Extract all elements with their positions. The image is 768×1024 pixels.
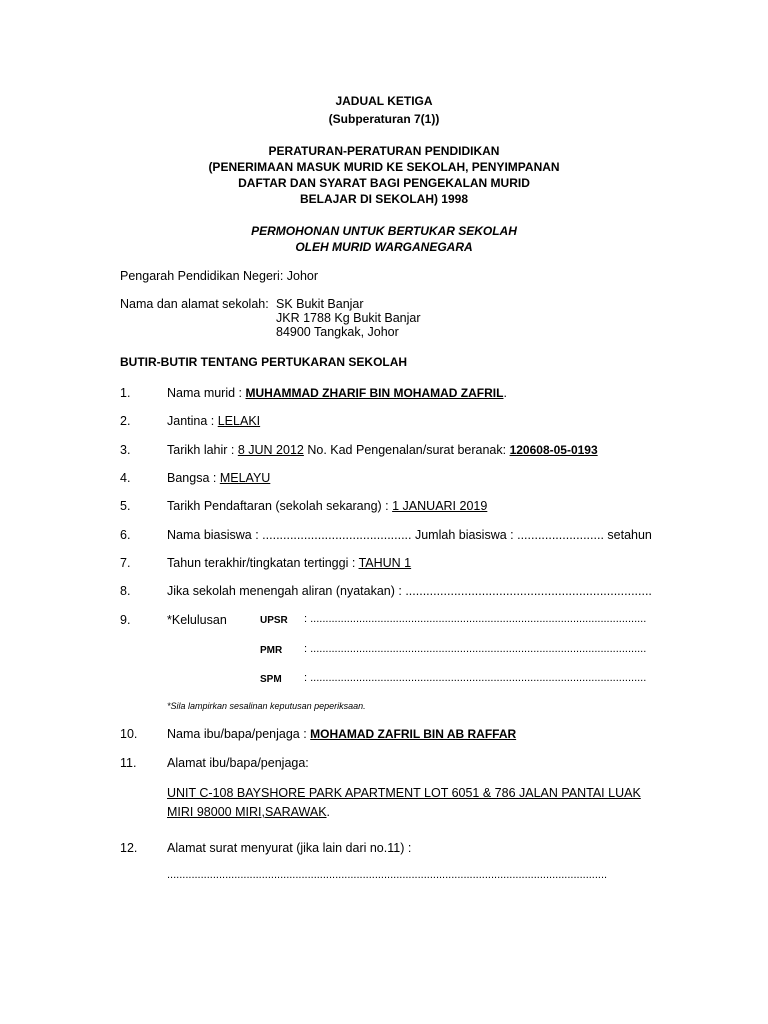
- item-number: 7.: [120, 556, 131, 570]
- field-label: Tarikh Pendaftaran (sekolah sekarang) :: [167, 499, 393, 513]
- regulation-title-line4: BELAJAR DI SEKOLAH) 1998: [299, 192, 469, 206]
- school-name: SK Bukit Banjar: [276, 297, 364, 311]
- mailing-address-label: Alamat surat menyurat (jika lain dari no.11) :: [167, 841, 412, 855]
- birth-date-value: 8 JUN 2012: [237, 443, 304, 457]
- item-scholarship: Nama biasiswa : ........................................... Jumlah biasiswa : ......................... setahun: [167, 528, 652, 542]
- item-number: 1.: [120, 386, 131, 400]
- field-suffix: .: [503, 386, 507, 400]
- item-number: 12.: [120, 841, 138, 855]
- field-label: Nama ibu/bapa/penjaga :: [167, 727, 311, 741]
- upsr-label: UPSR: [260, 615, 288, 626]
- last-year-value: TAHUN 1: [358, 556, 412, 570]
- qualification-label: *Kelulusan: [167, 613, 227, 627]
- subregulation: (Subperaturan 7(1)): [328, 112, 440, 126]
- field-label: Tahun terakhir/tingkatan tertinggi :: [167, 556, 359, 570]
- regulation-title-line2: (PENERIMAAN MASUK MURID KE SEKOLAH, PENYIMPANAN: [208, 160, 560, 174]
- student-name-value: MUHAMMAD ZHARIF BIN MOHAMAD ZAFRIL: [245, 386, 504, 400]
- upsr-field: : ..............................................................................................................: [304, 613, 647, 625]
- schedule-heading: JADUAL KETIGA: [335, 94, 433, 108]
- regulation-title: PERATURAN-PERATURAN PENDIDIKAN: [268, 144, 500, 158]
- guardian-address-line2-row: [167, 805, 330, 819]
- item-gender: [167, 414, 260, 428]
- school-address-line2: 84900 Tangkak, Johor: [276, 325, 399, 339]
- item-number: 3.: [120, 443, 131, 457]
- spm-label: SPM: [260, 674, 282, 685]
- item-number: 2.: [120, 414, 131, 428]
- item-number: 4.: [120, 471, 131, 485]
- item-guardian-name: [167, 727, 516, 741]
- item-number: 10.: [120, 727, 138, 741]
- form-title: PERMOHONAN UNTUK BERTUKAR SEKOLAH: [251, 224, 517, 238]
- race-value: MELAYU: [219, 471, 271, 485]
- field-suffix: .: [326, 805, 331, 819]
- item-last-year: [167, 556, 411, 570]
- item-secondary-stream: Jika sekolah menengah aliran (nyatakan) : .......................................................................: [167, 584, 652, 598]
- pmr-label: PMR: [260, 645, 283, 656]
- guardian-address-label: Alamat ibu/bapa/penjaga:: [167, 756, 309, 770]
- field-label: Tarikh lahir :: [167, 443, 238, 457]
- regulation-title-line3: DAFTAR DAN SYARAT BAGI PENGEKALAN MURID: [238, 176, 530, 190]
- item-number: 9.: [120, 613, 131, 627]
- spm-field: : ..............................................................................................................: [304, 672, 647, 684]
- item-birth: [167, 443, 598, 457]
- state-director: Pengarah Pendidikan Negeri: Johor: [120, 269, 319, 283]
- item-registration-date: [167, 499, 487, 513]
- attachment-note: *Sila lampirkan sesalinan keputusan peperiksaan.: [167, 701, 366, 711]
- field-label: No. Kad Pengenalan/surat beranak:: [303, 443, 510, 457]
- guardian-address-line1: UNIT C-108 BAYSHORE PARK APARTMENT LOT 6051 & 786 JALAN PANTAI LUAK: [167, 786, 641, 800]
- school-address-line1: JKR 1788 Kg Bukit Banjar: [276, 311, 421, 325]
- item-race: [167, 471, 270, 485]
- item-number: 6.: [120, 528, 131, 542]
- item-number: 11.: [120, 756, 137, 770]
- field-label: Jantina :: [167, 414, 218, 428]
- gender-value: LELAKI: [217, 414, 261, 428]
- form-title-line2: OLEH MURID WARGANEGARA: [295, 240, 473, 254]
- item-number: 5.: [120, 499, 131, 513]
- ic-number-value: 120608-05-0193: [509, 443, 598, 457]
- school-label: Nama dan alamat sekolah:: [120, 297, 269, 311]
- field-label: Bangsa :: [167, 471, 220, 485]
- item-student-name: [167, 386, 507, 400]
- section-title: BUTIR-BUTIR TENTANG PERTUKARAN SEKOLAH: [120, 355, 408, 369]
- item-number: 8.: [120, 584, 131, 598]
- guardian-address-line2: MIRI 98000 MIRI,SARAWAK: [167, 805, 327, 819]
- field-label: Nama murid :: [167, 386, 246, 400]
- pmr-field: : ..............................................................................................................: [304, 643, 647, 655]
- mailing-address-field: ................................................................................................................................................: [167, 869, 608, 881]
- guardian-name-value: MOHAMAD ZAFRIL BIN AB RAFFAR: [310, 727, 517, 741]
- registration-date-value: 1 JANUARI 2019: [392, 499, 488, 513]
